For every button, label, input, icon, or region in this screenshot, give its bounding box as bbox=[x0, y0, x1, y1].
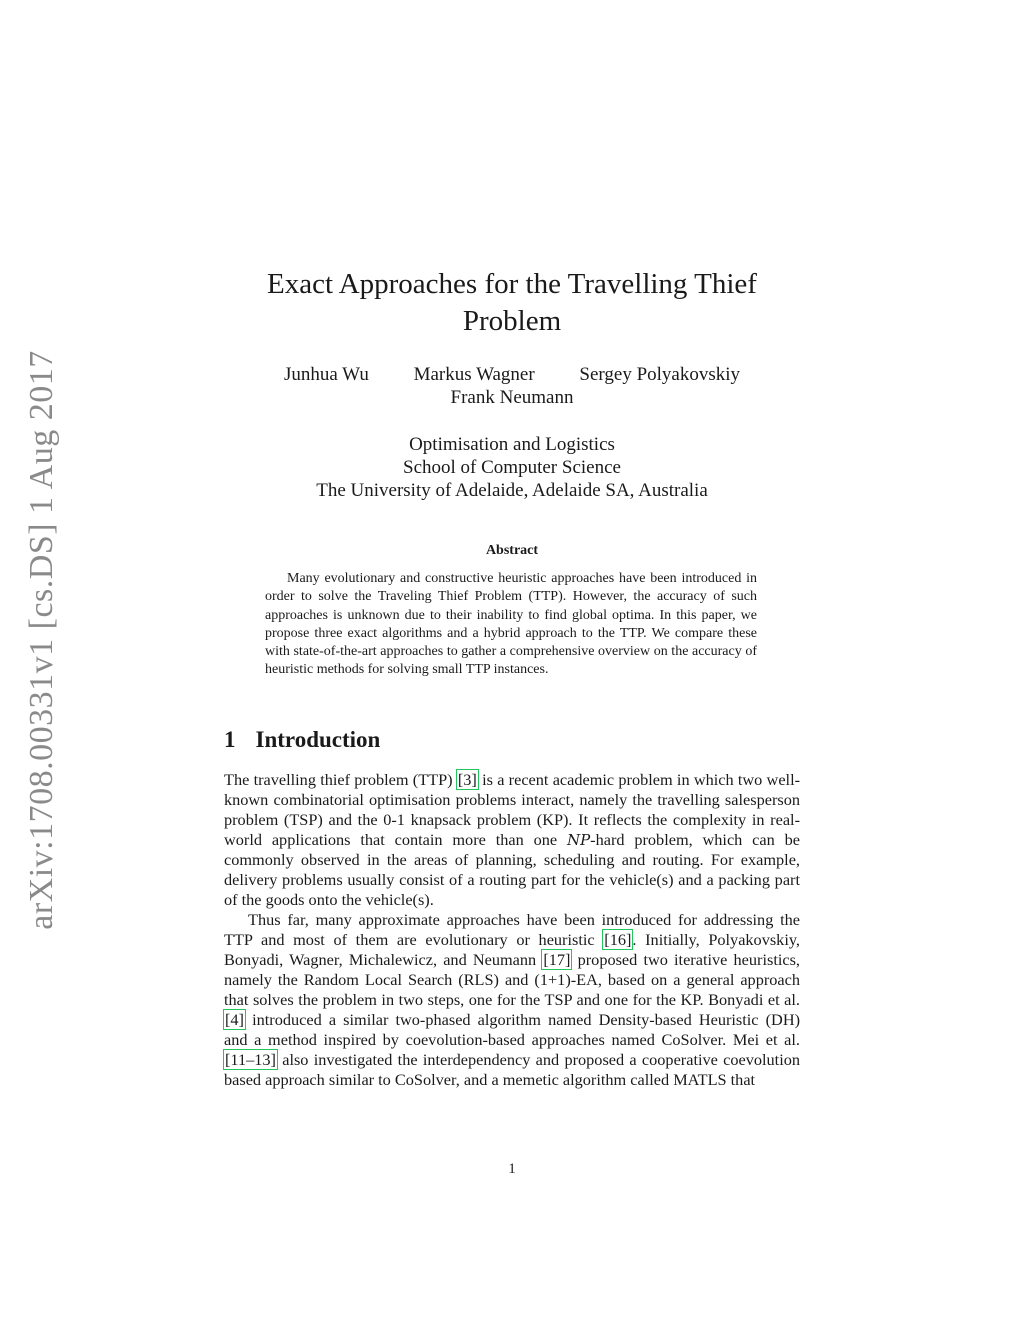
citation-link[interactable]: [17] bbox=[543, 950, 571, 969]
citation-link[interactable]: [16] bbox=[604, 930, 632, 949]
abstract-heading: Abstract bbox=[485, 543, 539, 558]
author-list bbox=[224, 364, 800, 386]
np-symbol: NP bbox=[566, 831, 591, 849]
citation-link[interactable]: [11–13] bbox=[225, 1050, 276, 1069]
paragraph-text: -hard problem, which can be commonly observed in the areas of planning, scheduling and routing. For example, delivery problems usually consist of a routing part for the vehicle(s) and a packing part of the goods onto the vehicle(s). bbox=[224, 830, 800, 909]
title-line-1: Exact Approaches for the Travelling Thief bbox=[267, 268, 757, 300]
author-name: Markus Wagner bbox=[413, 364, 535, 385]
author-name: Frank Neumann bbox=[450, 387, 574, 408]
abstract-text: Many evolutionary and constructive heuristic approaches have been introduced in order to solve the Traveling Thief Problem (TTP). However, the accuracy of such approaches is unknown due to their inability to find global optima. In this paper, we propose three exact algorithms and a hybrid approach to the TTP. We compare these with state-of-the-art approaches to gather a comprehensive overview on the accuracy of heuristic methods for solving small TTP instances. bbox=[265, 571, 757, 678]
paragraph-text: . Initially, Polyakovskiy, Bonyadi, Wagner, Michalewicz, and Neumann bbox=[224, 930, 800, 969]
page-number: 1 bbox=[508, 1161, 516, 1177]
intro-paragraph-2 bbox=[224, 910, 800, 1090]
affiliation-line: Optimisation and Logistics bbox=[409, 434, 615, 455]
paragraph-text: introduced a similar two-phased algorithm named Density-based Heuristic (DH) and a method inspired by coevolution-based approaches named CoSolver. Mei et al. bbox=[224, 1010, 800, 1049]
paragraph-text: proposed two iterative heuristics, namely the Random Local Search (RLS) and (1+1)-EA, based on a general approach that solves the problem in two steps, one for the TSP and one for the KP. Bonyadi et al. bbox=[224, 950, 800, 1009]
paper-title bbox=[224, 266, 800, 340]
citation-link[interactable]: [4] bbox=[225, 1010, 244, 1029]
section-title: Introduction bbox=[255, 727, 381, 752]
author-name: Sergey Polyakovskiy bbox=[579, 364, 741, 385]
affiliation-block bbox=[224, 433, 800, 502]
intro-paragraph-1 bbox=[224, 770, 800, 910]
affiliation-line: The University of Adelaide, Adelaide SA, Australia bbox=[316, 480, 708, 501]
section-heading-introduction bbox=[224, 727, 380, 753]
paragraph-text: The travelling thief problem (TTP) bbox=[224, 770, 457, 789]
paragraph-text: is a recent academic problem in which two well-known combinatorial optimisation problems interact, namely the travelling salesperson problem (TSP) and the 0-1 knapsack problem (KP). It reflects the complexity in real-world applications that contain more than one bbox=[224, 770, 801, 849]
paragraph-text: also investigated the interdependency and proposed a cooperative coevolution based approach similar to CoSolver, and a memetic algorithm called MATLS that bbox=[224, 1050, 800, 1089]
citation-link[interactable]: [3] bbox=[457, 770, 477, 789]
title-line-2: Problem bbox=[462, 305, 562, 337]
author-name: Junhua Wu bbox=[283, 364, 369, 385]
section-number: 1 bbox=[224, 727, 236, 752]
paragraph-text: Thus far, many approximate approaches have been introduced for addressing the TTP and most of them are evolutionary or heuristic bbox=[224, 910, 800, 949]
affiliation-line: School of Computer Science bbox=[403, 457, 621, 478]
arxiv-identifier: arXiv:1708.00331v1 [cs.DS] 1 Aug 2017 bbox=[23, 350, 60, 930]
